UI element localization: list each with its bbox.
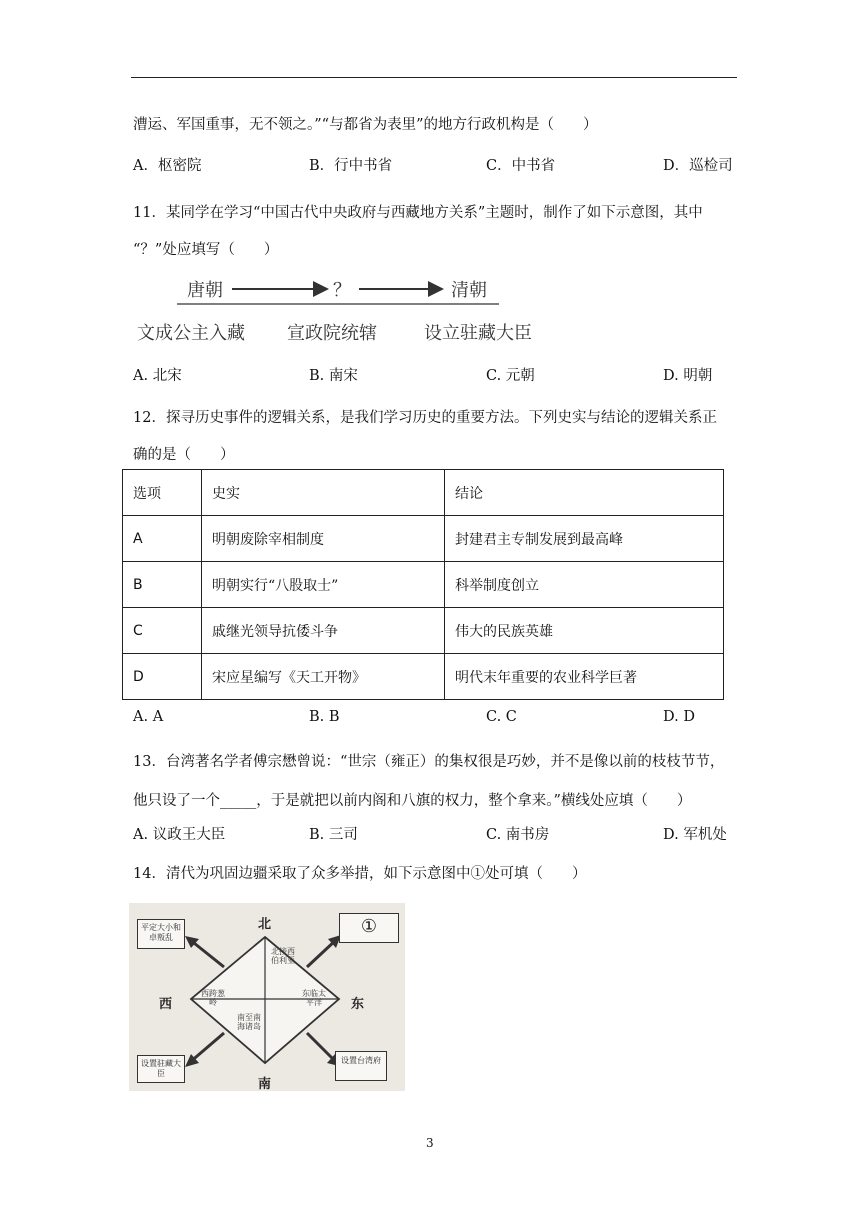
q10-option-a[interactable]: A．枢密院: [133, 158, 202, 174]
q12-option-a[interactable]: A. A: [133, 709, 164, 725]
header-conclusion: 结论: [445, 470, 724, 516]
q14-stem: 14．清代为巩固边疆采取了众多举措，如下示意图中①处可填（ ）: [133, 866, 587, 882]
row-conclusion: 科举制度创立: [445, 562, 724, 608]
q10-option-c[interactable]: C．中书省: [486, 158, 556, 174]
q12-table: [122, 469, 724, 700]
q11-timeline-figure: [137, 272, 557, 350]
row-fact: 戚继光领导抗倭斗争: [202, 608, 445, 654]
q12-options: [133, 709, 733, 729]
table-row: [123, 654, 724, 700]
header-rule: [131, 77, 737, 78]
q13-option-c[interactable]: C. 南书房: [486, 827, 550, 843]
q13-option-d[interactable]: D. 军机处: [663, 827, 727, 843]
row-option: C: [123, 608, 202, 654]
header-option: 选项: [123, 470, 202, 516]
q11-option-b[interactable]: B. 南宋: [309, 368, 358, 384]
north-arm-label: 北接西伯利亚: [271, 947, 295, 965]
q10-option-b[interactable]: B．行中书省: [309, 158, 393, 174]
q10-stem-continuation: 漕运、军国重事，无不领之。”“与都省为表里”的地方行政机构是（ ）: [133, 117, 598, 133]
row-option: D: [123, 654, 202, 700]
q13-stem-line2: 他只设了一个_____，于是就把以前内阁和八旗的权力，整个拿来。”横线处应填（ ）: [133, 793, 692, 809]
timeline-event-3: 设立驻藏大臣: [424, 323, 532, 344]
se-box: 设置台湾府: [335, 1051, 387, 1081]
q11-option-c[interactable]: C. 元朝: [486, 368, 535, 384]
nw-box: 平定大小和卓叛乱: [137, 919, 185, 949]
q11-stem-line1: 11．某同学在学习“中国古代中央政府与西藏地方关系”主题时，制作了如下示意图，其中: [133, 205, 703, 221]
row-fact: 明朝实行“八股取士”: [202, 562, 445, 608]
sw-box: 设置驻藏大臣: [137, 1055, 185, 1083]
q12-option-c[interactable]: C. C: [486, 709, 517, 725]
q12-option-d[interactable]: D. D: [663, 709, 695, 725]
table-row: [123, 608, 724, 654]
q10-options: [133, 154, 733, 174]
row-conclusion: 封建君主专制发展到最高峰: [445, 516, 724, 562]
q14-border-map-figure: [129, 903, 405, 1091]
q11-options: [133, 364, 733, 384]
timeline-start-tang: 唐朝: [187, 280, 223, 301]
west-arm-label: 西跨葱岭: [201, 989, 225, 1007]
row-fact: 宋应星编写《天工开物》: [202, 654, 445, 700]
south-arm-label: 南至南海诸岛: [237, 1013, 261, 1031]
row-fact: 明朝废除宰相制度: [202, 516, 445, 562]
timeline-event-2: 宣政院统辖: [287, 323, 377, 344]
ne-box-blank-1: ①: [339, 913, 399, 943]
table-header-row: [123, 470, 724, 516]
header-fact: 史实: [202, 470, 445, 516]
east-arm-label: 东临太平洋: [302, 989, 326, 1007]
q10-option-d[interactable]: D．巡检司: [663, 158, 733, 174]
direction-east: 东: [351, 997, 365, 1012]
q12-stem-line1: 12．探寻历史事件的逻辑关系，是我们学习历史的重要方法。下列史实与结论的逻辑关系正: [133, 410, 717, 426]
timeline-end-qing: 清朝: [451, 280, 487, 301]
direction-west: 西: [159, 997, 173, 1012]
q11-option-a[interactable]: A. 北宋: [133, 368, 182, 384]
row-conclusion: 明代末年重要的农业科学巨著: [445, 654, 724, 700]
q12-stem-line2: 确的是（ ）: [133, 447, 235, 463]
q11-option-d[interactable]: D. 明朝: [663, 368, 713, 384]
direction-south: 南: [258, 1077, 272, 1092]
row-option: A: [123, 516, 202, 562]
q11-stem-line2: “？”处应填写（ ）: [133, 242, 279, 258]
row-option: B: [123, 562, 202, 608]
q13-stem-line1: 13．台湾著名学者傅宗懋曾说：“世宗（雍正）的集权很是巧妙，并不是像以前的枝枝节节，: [133, 754, 725, 770]
q12-option-b[interactable]: B. B: [309, 709, 340, 725]
q13-option-a[interactable]: A. 议政王大臣: [133, 827, 226, 843]
table-row: [123, 562, 724, 608]
row-conclusion: 伟大的民族英雄: [445, 608, 724, 654]
page-number: 3: [426, 1136, 434, 1150]
q13-options: [133, 823, 733, 843]
direction-north: 北: [258, 917, 272, 932]
q13-option-b[interactable]: B. 三司: [309, 827, 358, 843]
timeline-event-1: 文成公主入藏: [137, 323, 245, 344]
table-row: [123, 516, 724, 562]
timeline-unknown: ？: [333, 280, 351, 301]
